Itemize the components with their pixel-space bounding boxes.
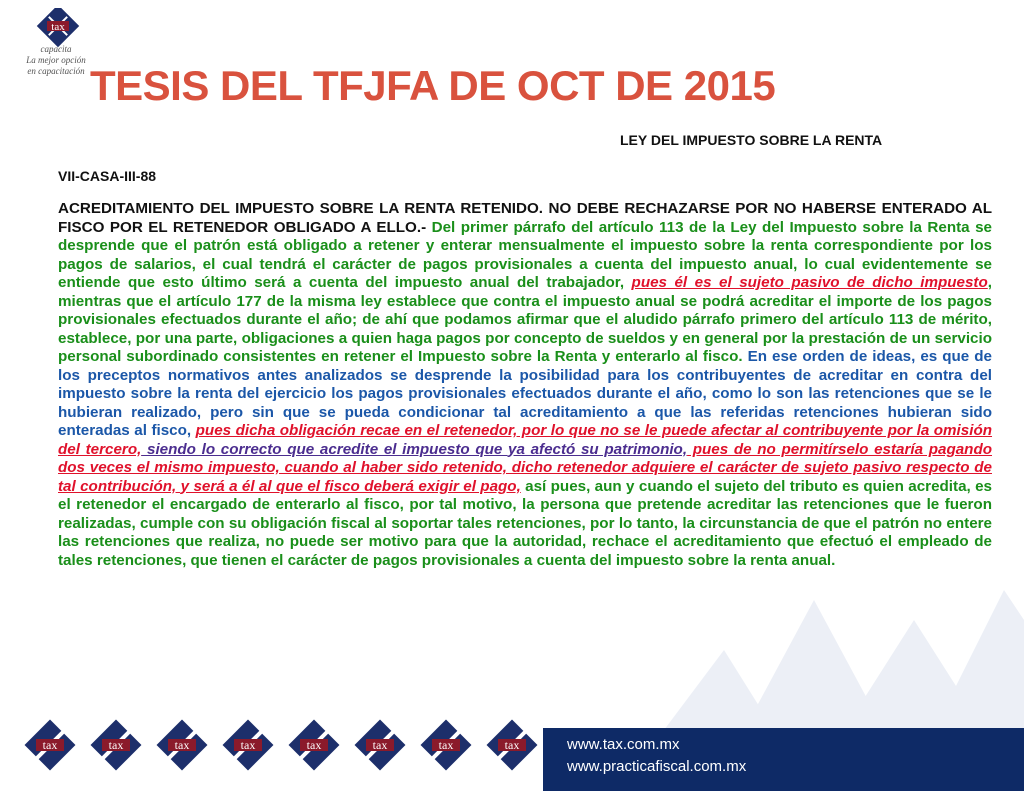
footer-logo-text: tax [42, 738, 58, 752]
body-highlight-1: pues él es el sujeto pasivo de dicho impuesto [631, 274, 988, 291]
footer-tax-logo [91, 720, 142, 771]
logo-tagline-3: en capacitación [27, 66, 85, 76]
footer-logo-text: tax [306, 738, 322, 752]
footer-tax-logo [487, 720, 538, 771]
footer-logo-text: tax [438, 738, 454, 752]
background-pattern [604, 560, 1024, 730]
footer-logo-text: tax [372, 738, 388, 752]
footer-logo-row [20, 715, 540, 775]
logo-brand: tax [51, 21, 65, 33]
footer-logo-text: tax [504, 738, 520, 752]
footer-tax-logo [421, 720, 472, 771]
footer-tax-logo [157, 720, 208, 771]
footer-url-tax[interactable]: www.tax.com.mx [567, 736, 680, 753]
body-segment-1: Del primer párrafo del artículo 113 de la Ley del Impuesto sobre la Renta se desprende que el patrón está obligado a retener y enterar mensualmente el impuesto sobre la renta correspondiente por los pagos de salarios, el cual tendrá el carácter de pagos provisionales a cuenta del impuesto anual, lo cual evidentemente se entiende que esto último será a cuenta del impuesto anual del trabajador, [58, 218, 992, 291]
body-highlight-4: pues de no permitírselo estaría pagando dos veces el mismo impuesto, cuando al haber sido retenido, dicho retenedor adquiere el carácter de sujeto pasivo respecto de tal contribución, y será a él al que el fisco deberá exigir el pago, [58, 440, 992, 495]
logo-tagline-2: La mejor opción [26, 55, 86, 65]
footer-logo-text: tax [108, 738, 124, 752]
body-highlight-3: siendo lo correcto que acredite el impuesto que ya afectó su patrimonio, [141, 440, 688, 458]
body-segment-2: , mientras que el artículo 177 de la misma ley establece que contra el impuesto anual se podrá acreditar el importe de los pagos provisionales efectuados durante el año; de ahí que podamos afirmar que el aludido párrafo primero del artículo 113 de mérito, establece, por una parte, obligaciones a quien haga pagos por concepto de sueldos y en general por la prestación de un servicio personal subordinado consistentes en retener el Impuesto sobre la Renta y enterarlo al fisco. [58, 274, 992, 365]
thesis-code: VII-CASA-III-88 [58, 168, 157, 184]
footer-url-practicafiscal[interactable]: www.practicafiscal.com.mx [567, 758, 747, 775]
body-segment-3: En ese orden de ideas, es que de los preceptos normativos antes analizados se desprende la posibilidad para los contribuyentes de acreditar en contra del impuesto sobre la renta del ejercicio los pagos provisionales efectuados durante el año, como lo son las retenciones que se le hubieran realizado, pero sin que se pueda condicionar tal acreditamiento a que las referidas retenciones hubieran sido enteradas al fisco, [58, 348, 992, 439]
logo-tagline-1: capacita [40, 44, 72, 54]
footer-tax-logo [355, 720, 406, 771]
thesis-body [58, 200, 992, 570]
footer-tax-logo [289, 720, 340, 771]
footer-banner [543, 728, 1024, 791]
body-highlight-2: pues dicha obligación recae en el retenedor, por lo que no se le puede afectar al contribuyente por la omisión del tercero, [58, 422, 993, 458]
body-segment-4: así pues, aun y cuando el sujeto del tributo es quien acredita, es el retenedor el encargado de enterarlo al fisco, por tal motivo, la persona que pretende acreditar las retenciones que le fueron realizadas, cumple con su obligación fiscal al soportar tales retenciones, por lo tanto, la circunstancia de que el patrón no entere las retenciones que realiza, no puede ser motivo para que la autoridad, rechace el acreditamiento que efectuó el empleado de tales retenciones, que tienen el carácter de pagos provisionales a cuenta del impuesto sobre la renta anual. [58, 477, 992, 569]
footer-tax-logo [25, 720, 76, 771]
footer-logo-text: tax [174, 738, 190, 752]
page-title: TESIS DEL TFJFA DE OCT DE 2015 [90, 62, 776, 109]
logo-tagline [16, 44, 96, 77]
footer-tax-logo [223, 720, 274, 771]
law-name: LEY DEL IMPUESTO SOBRE LA RENTA [620, 132, 883, 148]
footer-logo-text: tax [240, 738, 256, 752]
thesis-heading: ACREDITAMIENTO DEL IMPUESTO SOBRE LA RENTA RETENIDO. NO DEBE RECHAZARSE POR NO HABERSE ENTERADO AL FISCO POR EL RETENEDOR OBLIGADO A ELLO.- [58, 200, 992, 236]
